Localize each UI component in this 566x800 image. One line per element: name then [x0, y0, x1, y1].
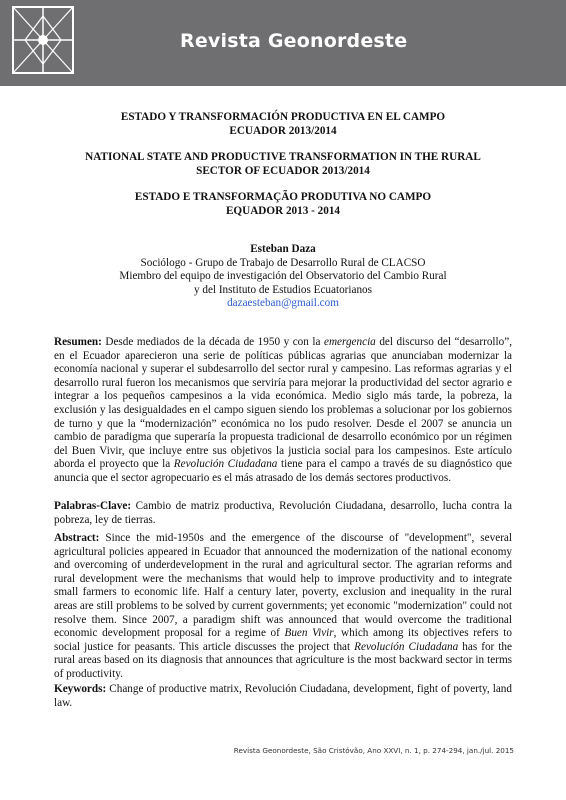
resumen-label: Resumen:	[54, 336, 102, 348]
author-affiliation-1: Sociólogo - Grupo de Trabajo de Desarrollo Rural de CLACSO	[140, 256, 426, 269]
abstract-paragraph: Abstract: Since the mid-1950s and the emergence of the discourse of "development", several agricultural policies appeared in Ecuador that announced the modernization of the national economy and overcoming of underdevelopment in the rural and agricultural sector. The agrarian reforms and rural development were the mechanisms that would help to improve productivity and to integrate small farmers to economic life. Half a century later, poverty, exclusion and inequality in the rural areas are still problems to be solved by current governments; yet economic "modernization" could not resolve them. Since 2007, a paradigm shift was announced that would overcome the traditional economic development proposal for a regime of Buen Vivir, which among its objectives refers to social justice for peasants. This article discusses the project that Revolución Ciudadana has for the rural areas based on its diagnosis that announces that agriculture is the most backward sector in terms of productivity.	[54, 532, 512, 680]
author-affiliation-3: y del Instituto de Estudios Ecuatorianos	[193, 283, 373, 296]
author-block	[0, 243, 566, 311]
author-affiliation-2: Miembro del equipo de investigación del Observatorio del Cambio Rural	[119, 270, 447, 283]
author-name: Esteban Daza	[250, 243, 316, 255]
title-english: NATIONAL STATE AND PRODUCTIVE TRANSFORMATION IN THE RURAL SECTOR OF ECUADOR 2013/2014	[85, 151, 481, 177]
article-titles	[0, 111, 566, 231]
abstract-label: Abstract:	[54, 532, 100, 544]
author-email-link[interactable]: dazaesteban@gmail.com	[227, 297, 339, 310]
journal-title: Revista Geonordeste	[180, 30, 408, 52]
journal-header-banner	[0, 0, 566, 86]
title-portuguese: ESTADO E TRANSFORMAÇÃO PRODUTIVA NO CAMPO EQUADOR 2013 - 2014	[134, 191, 432, 217]
keywords-label: Keywords:	[54, 683, 107, 695]
palabras-clave-paragraph: Palabras-Clave: Cambio de matriz productiva, Revolución Ciudadana, desarrollo, lucha contra la pobreza, ley de tierras.	[54, 500, 512, 526]
title-spanish: ESTADO Y TRANSFORMACIÓN PRODUCTIVA EN EL CAMPO ECUADOR 2013/2014	[120, 111, 446, 137]
journal-logo-icon	[12, 6, 74, 74]
resumen-paragraph: Resumen: Desde mediados de la década de 1950 y con la emergencia del discurso del “desarrollo”, en el Ecuador aparecieron una serie de políticas públicas agrarias que anunciaban modernizar la economía nacional y superar el subdesarrollo del sector rural y campesino. Las reformas agrarias y el desarrollo rural fueron los mecanismos que serviría para mejorar la productividad del sector agrario e integrar a los pequeños campesinos a la vida económica. Medio siglo más tarde, la pobreza, la exclusión y las desigualdades en el campo siguen siendo los problemas a solucionar por los gobiernos de turno y que la “modernización” económica no los pudo resolver. Desde el 2007 se anuncia un cambio de paradigma que superaría la propuesta tradicional de desarrollo económico por un régimen del Buen Vivir, que incluye entre sus objetivos la justicia social para los campesinos. Este artículo aborda el proyecto que la Revolución Ciudadana tiene para el campo a través de su diagnóstico que anuncia que el sector agropecuario es el más atrasado de los demás sectores productivos.	[54, 336, 512, 484]
keywords-paragraph: Keywords: Change of productive matrix, Revolución Ciudadana, development, fight of poverty, land law.	[54, 683, 512, 709]
palabras-clave-label: Palabras-Clave:	[54, 500, 132, 512]
footer-citation: Revista Geonordeste, São Cristóvão, Ano XXVI, n. 1, p. 274-294, jan./jul. 2015	[233, 746, 514, 755]
